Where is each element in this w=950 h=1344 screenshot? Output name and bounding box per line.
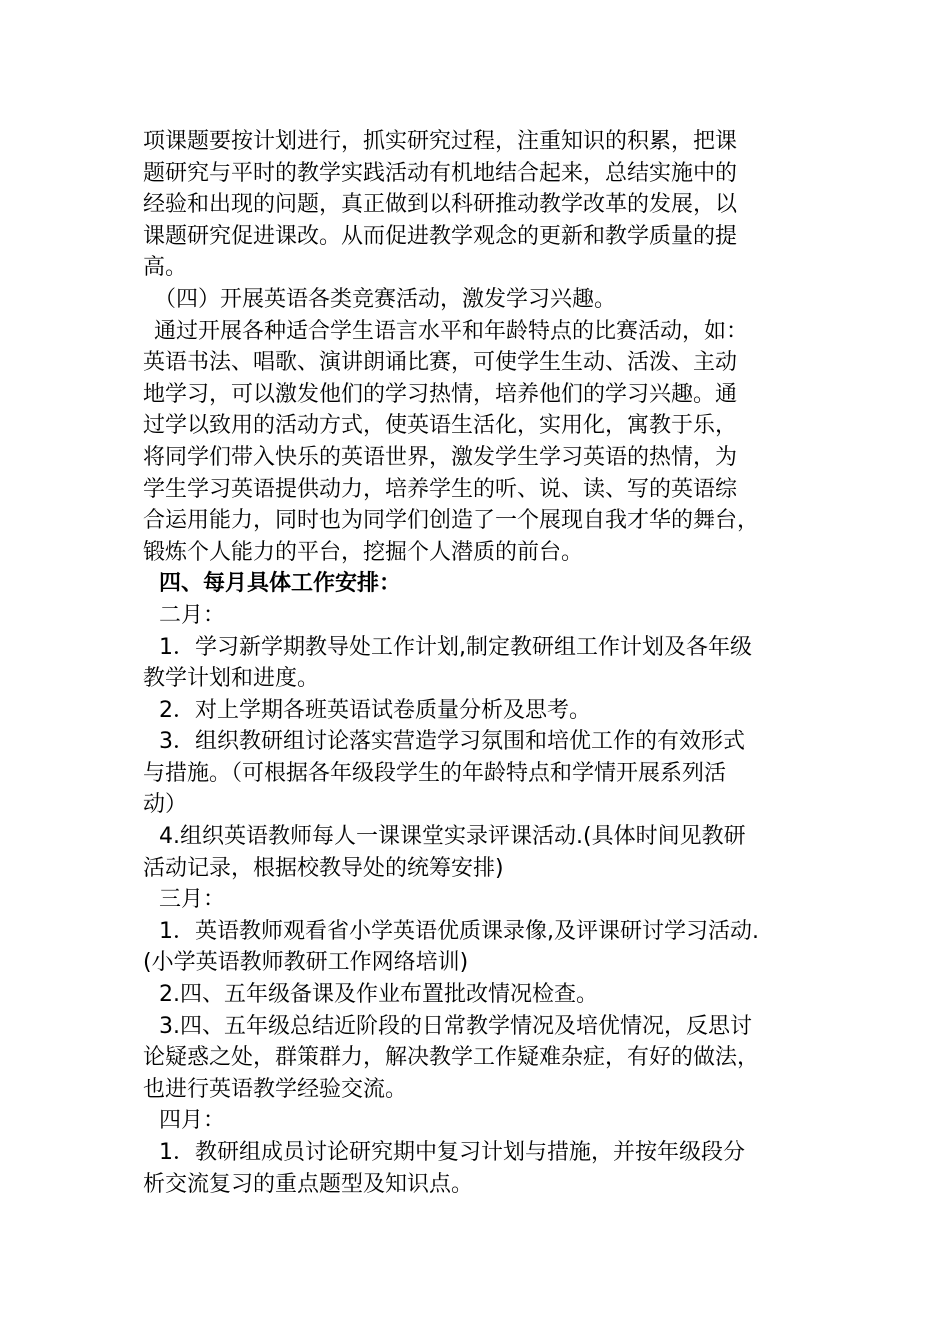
list-item-continuation: (小学英语教师教研工作网络培训) [143,950,469,976]
subsection-heading: （四）开展英语各类竞赛活动，激发学习兴趣。 [154,286,617,312]
list-item-continuation: 动） [143,792,188,818]
list-item: 4.组织英语教师每人一课课堂实录评课活动.(具体时间见教研 [159,824,746,850]
list-item-continuation: 也进行英语教学经验交流。 [143,1076,408,1102]
paragraph-line: 锻炼个人能力的平台，挖掘个人潜质的前台。 [143,539,584,565]
list-item: 3.四、五年级总结近阶段的日常教学情况及培优情况，反思讨 [159,1013,752,1039]
paragraph-line: 高。 [143,255,188,281]
list-item-continuation: 与措施。（可根据各年级段学生的年龄特点和学情开展系列活 [143,760,727,786]
paragraph-line: 课题研究促进课改。从而促进教学观念的更新和教学质量的提 [143,223,738,249]
paragraph-line: 地学习，可以激发他们的学习热情，培养他们的学习兴趣。通 [143,381,738,407]
list-item-continuation: 教学计划和进度。 [143,666,320,692]
paragraph-line: 题研究与平时的教学实践活动有机地结合起来，总结实施中的 [143,160,738,186]
list-item: 3．组织教研组讨论落实营造学习氛围和培优工作的有效形式 [159,729,745,755]
list-item: 2.四、五年级备课及作业布置批改情况检查。 [159,982,598,1008]
paragraph-line: 将同学们带入快乐的英语世界，激发学生学习英语的热情，为 [143,444,738,470]
month-label: 二月： [159,602,226,628]
paragraph-line: 通过开展各种适合学生语言水平和年龄特点的比赛活动，如： [154,318,749,344]
list-item: 1．英语教师观看省小学英语优质课录像,及评课研讨学习活动. [159,918,759,944]
section-heading: 四、每月具体工作安排： [159,571,402,597]
month-label: 三月： [159,887,226,913]
paragraph-line: 学生学习英语提供动力，培养学生的听、说、读、写的英语综 [143,476,738,502]
list-item: 1．学习新学期教导处工作计划,制定教研组工作计划及各年级 [159,634,752,660]
paragraph-line: 英语书法、唱歌、演讲朗诵比赛，可使学生生动、活泼、主动 [143,350,738,376]
paragraph-line: 项课题要按计划进行，抓实研究过程，注重知识的积累，把课 [143,129,738,154]
paragraph-line: 合运用能力，同时也为同学们创造了一个展现自我才华的舞台， [143,508,760,534]
list-item-continuation: 活动记录，根据校教导处的统筹安排) [143,855,504,881]
paragraph-line: 过学以致用的活动方式，使英语生活化，实用化，寓教于乐， [143,413,738,439]
list-item: 1．教研组成员讨论研究期中复习计划与措施，并按年级段分 [159,1140,745,1165]
paragraph-line: 经验和出现的问题，真正做到以科研推动教学改革的发展，以 [143,192,738,218]
list-item: 2．对上学期各班英语试卷质量分析及思考。 [159,697,591,723]
list-item-continuation: 论疑惑之处，群策群力，解决教学工作疑难杂症，有好的做法， [143,1045,760,1071]
month-label: 四月： [159,1108,226,1134]
list-item-continuation: 析交流复习的重点题型及知识点。 [143,1171,474,1197]
document-body [143,126,818,1200]
